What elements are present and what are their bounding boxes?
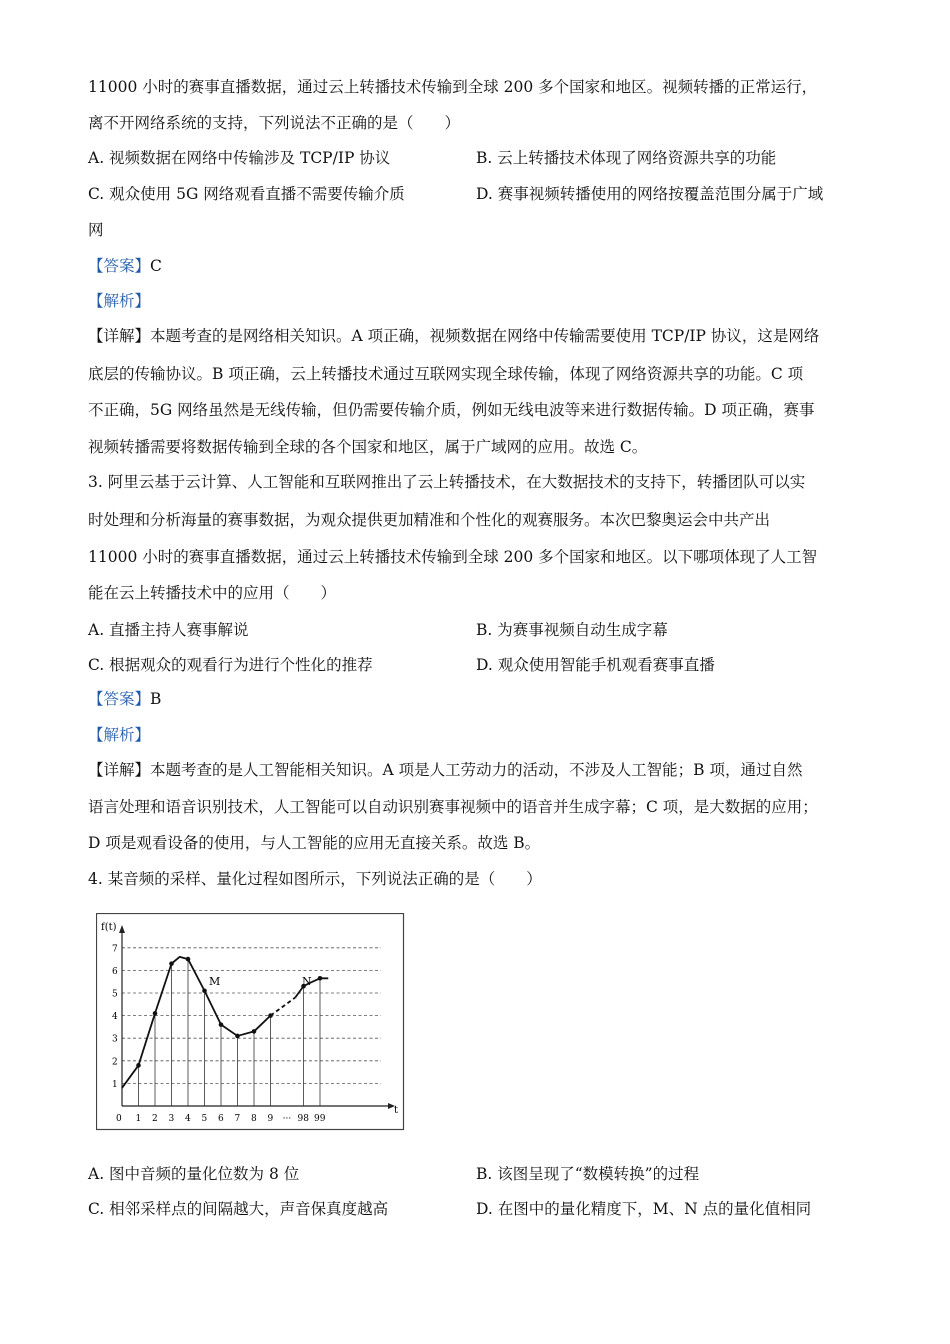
x-tick-label-11: 98 xyxy=(297,1114,309,1124)
y-tick-label-1: 1 xyxy=(112,1079,118,1090)
x-tick-label-7: 7 xyxy=(234,1114,241,1124)
q3-option-c: C. 根据观众的观看行为进行个性化的推荐 xyxy=(88,656,373,674)
q2-stem-line-1: 11000 小时的赛事直播数据，通过云上转播技术传输到全球 200 多个国家和地区。视频转播的正常运行， xyxy=(88,78,818,96)
q2-answer xyxy=(88,256,162,276)
chart-frame xyxy=(97,914,404,1130)
x-tick-label-4: 4 xyxy=(185,1114,191,1124)
point-label-n: N xyxy=(302,975,312,988)
y-tick-label-7: 7 xyxy=(112,944,118,955)
q3-stem-line-2: 时处理和分析海量的赛事数据，为观众提供更加精准和个性化的观赛服务。本次巴黎奥运会中共产出 xyxy=(88,511,771,529)
x-tick-label-2: 2 xyxy=(152,1114,158,1124)
sampling-quantization-chart xyxy=(96,913,406,1131)
x-tick-label-12: 99 xyxy=(314,1114,326,1124)
answer-tag: 【答案】 xyxy=(88,690,151,708)
q3-detail-line-3: D 项是观看设备的使用，与人工智能的应用无直接关系。故选 B。 xyxy=(88,834,541,852)
x-tick-label-10: ··· xyxy=(282,1114,292,1124)
sample-point-5 xyxy=(219,1022,224,1027)
answer-value: C xyxy=(150,257,162,275)
q4-option-d: D. 在图中的量化精度下，M、N 点的量化值相同 xyxy=(476,1200,812,1218)
q2-detail-line-2: 底层的传输协议。B 项正确，云上转播技术通过互联网实现全球传输，体现了网络资源共享的功能。C 项 xyxy=(88,365,804,383)
q4-option-c: C. 相邻采样点的间隔越大，声音保真度越高 xyxy=(88,1200,389,1218)
q3-answer xyxy=(88,689,161,709)
x-tick-label-5: 5 xyxy=(201,1114,208,1124)
y-axis-label: f(t) xyxy=(101,922,117,933)
q2-option-b: B. 云上转播技术体现了网络资源共享的功能 xyxy=(476,149,777,167)
q2-option-c: C. 观众使用 5G 网络观看直播不需要传输介质 xyxy=(88,185,405,203)
sample-point-8 xyxy=(268,1013,273,1018)
y-tick-label-4: 4 xyxy=(112,1012,118,1023)
q2-detail-line-4: 视频转播需要将数据传输到全球的各个国家和地区，属于广域网的应用。故选 C。 xyxy=(88,438,648,456)
y-tick-label-2: 2 xyxy=(112,1057,118,1068)
point-label-m: M xyxy=(209,975,221,988)
detail-text: 本题考查的是网络相关知识。A 项正确，视频数据在网络中传输需要使用 TCP/IP 协议，这是网络 xyxy=(150,327,820,345)
x-tick-label-6: 6 xyxy=(218,1114,224,1124)
sample-point-10 xyxy=(318,976,323,981)
sample-point-1 xyxy=(153,1011,158,1016)
x-tick-label-8: 8 xyxy=(251,1114,257,1124)
q2-stem-line-2: 离不开网络系统的支持，下列说法不正确的是（ ） xyxy=(88,114,461,132)
x-tick-label-0: 0 xyxy=(116,1114,122,1124)
sample-point-4 xyxy=(202,988,207,993)
sample-point-3 xyxy=(186,957,191,962)
q2-detail-line-3: 不正确，5G 网络虽然是无线传输，但仍需要传输介质，例如无线电波等来进行数据传输。D 项正确，赛事 xyxy=(88,401,815,419)
sample-point-2 xyxy=(169,961,174,966)
y-tick-label-3: 3 xyxy=(112,1034,118,1045)
q3-detail-line-2: 语言处理和语音识别技术，人工智能可以自动识别赛事视频中的语音并生成字幕；C 项，是大数据的应用； xyxy=(88,798,818,816)
detail-tag: 【详解】 xyxy=(88,761,151,779)
detail-text: 本题考查的是人工智能相关知识。A 项是人工劳动力的活动，不涉及人工智能；B 项，通过自然 xyxy=(150,761,803,779)
q2-analysis-tag: 【解析】 xyxy=(88,292,151,310)
q3-option-d: D. 观众使用智能手机观看赛事直播 xyxy=(476,656,715,674)
detail-tag: 【详解】 xyxy=(88,327,151,345)
q3-stem-line-1: 3. 阿里云基于云计算、人工智能和互联网推出了云上转播技术，在大数据技术的支持下，转播团队可以实 xyxy=(88,473,806,491)
answer-value: B xyxy=(150,690,162,708)
q3-option-a: A. 直播主持人赛事解说 xyxy=(88,621,249,639)
q3-detail-line-1 xyxy=(88,760,802,780)
x-axis-label: t xyxy=(394,1105,399,1116)
answer-tag: 【答案】 xyxy=(88,257,151,275)
q2-option-d: D. 赛事视频转播使用的网络按覆盖范围分属于广域 xyxy=(476,185,824,203)
sample-point-6 xyxy=(235,1034,240,1039)
sample-point-7 xyxy=(252,1029,257,1034)
q2-option-d-wrap: 网 xyxy=(88,221,104,239)
y-tick-label-6: 6 xyxy=(112,966,118,977)
q3-analysis-tag: 【解析】 xyxy=(88,726,151,744)
x-tick-label-1: 1 xyxy=(135,1114,142,1124)
x-tick-label-9: 9 xyxy=(267,1114,274,1124)
q3-stem-line-3: 11000 小时的赛事直播数据，通过云上转播技术传输到全球 200 多个国家和地区。以下哪项体现了人工智 xyxy=(88,548,818,566)
q3-stem-line-4: 能在云上转播技术中的应用（ ） xyxy=(88,584,337,602)
q4-stem: 4. 某音频的采样、量化过程如图所示，下列说法正确的是（ ） xyxy=(88,870,542,888)
q4-option-a: A. 图中音频的量化位数为 8 位 xyxy=(88,1165,300,1183)
q2-detail-line-1 xyxy=(88,326,819,346)
q3-option-b: B. 为赛事视频自动生成字幕 xyxy=(476,621,668,639)
x-tick-label-3: 3 xyxy=(168,1114,175,1124)
y-tick-label-5: 5 xyxy=(112,989,118,1000)
q4-option-b: B. 该图呈现了“数模转换”的过程 xyxy=(476,1165,700,1183)
sample-point-0 xyxy=(136,1063,141,1068)
q2-option-a: A. 视频数据在网络中传输涉及 TCP/IP 协议 xyxy=(88,149,391,167)
